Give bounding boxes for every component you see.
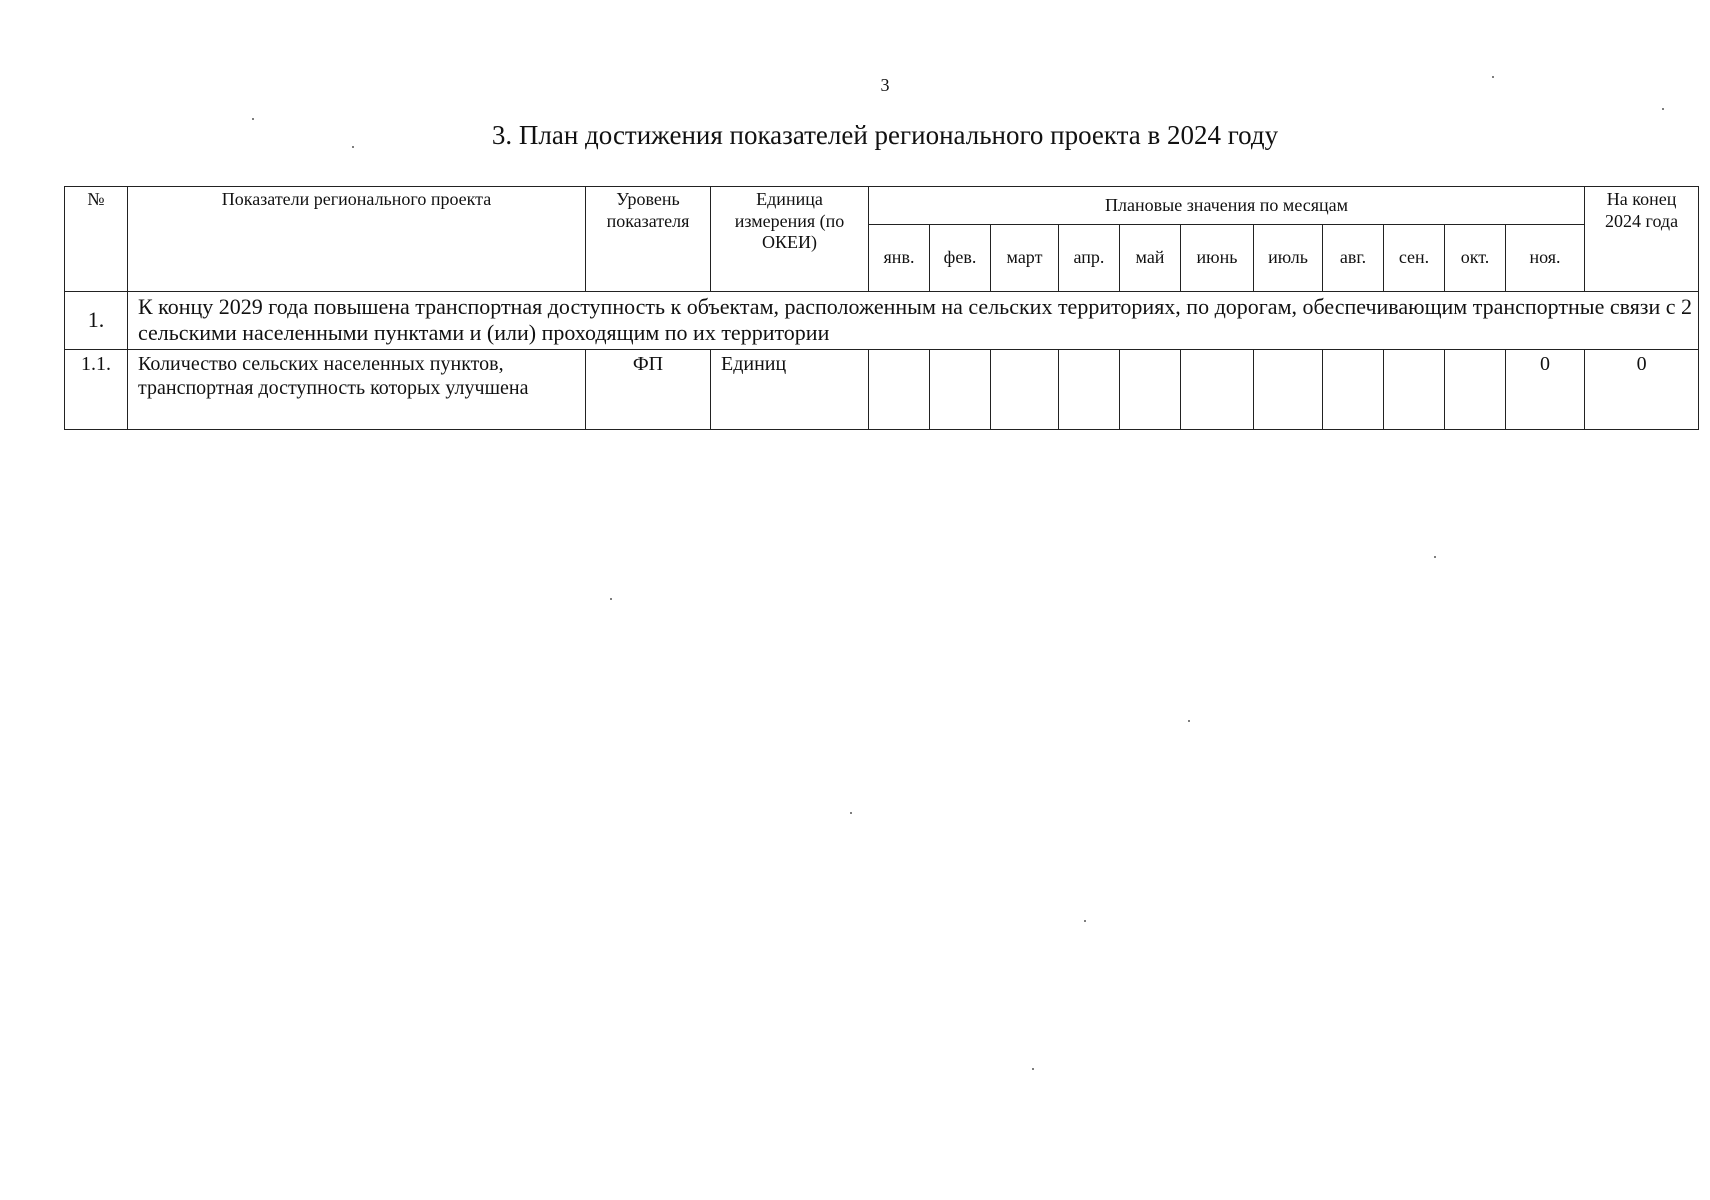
header-num: № [65,187,128,292]
indicator-number: 1.1. [65,349,128,429]
month-value [869,349,930,429]
month-header: янв. [869,225,930,292]
month-header: май [1120,225,1181,292]
scan-speck [352,146,354,148]
month-value [1181,349,1254,429]
month-value [930,349,991,429]
scan-speck [1662,108,1664,110]
month-value [1384,349,1445,429]
month-value [1254,349,1323,429]
month-value [1120,349,1181,429]
header-monthly: Плановые значения по месяцам [869,187,1585,225]
scan-speck [252,118,254,120]
indicators-table [64,186,1699,430]
goal-row [65,292,1699,350]
month-header: ноя. [1506,225,1585,292]
month-header: сен. [1384,225,1445,292]
header-unit: Единица измерения (по ОКЕИ) [711,187,869,292]
scan-speck [1434,556,1436,558]
section-title: 3. План достижения показателей регионального проекта в 2024 году [491,120,1279,150]
indicator-unit: Единиц [711,349,869,429]
month-value [1059,349,1120,429]
goal-number: 1. [65,292,128,350]
indicator-name: Количество сельских населенных пунктов, транспортная доступность которых улучшена [128,349,586,429]
page-number: 3 [880,75,890,95]
month-header: авг. [1323,225,1384,292]
month-value: 0 [1506,349,1585,429]
year-end-value: 0 [1585,349,1699,429]
month-value [991,349,1059,429]
scan-speck [610,598,612,600]
month-header: окт. [1445,225,1506,292]
scan-speck [1084,920,1086,922]
month-header: июнь [1181,225,1254,292]
header-year-end: На конец 2024 года [1585,187,1699,292]
scan-speck [1188,720,1190,722]
month-value [1323,349,1384,429]
header-level: Уровень показателя [586,187,711,292]
indicator-level: ФП [586,349,711,429]
scan-speck [850,812,852,814]
month-header: июль [1254,225,1323,292]
month-header: фев. [930,225,991,292]
month-header: март [991,225,1059,292]
scan-speck [1492,76,1494,78]
table-row [65,349,1699,429]
scan-speck [1032,1068,1034,1070]
header-indicator: Показатели регионального проекта [128,187,586,292]
month-header: апр. [1059,225,1120,292]
month-value [1445,349,1506,429]
goal-text: К концу 2029 года повышена транспортная доступность к объектам, расположенным на сельских территориях, по дорогам, обеспечивающим транспортные связи с 2 сельскими населенными пунктами и (или) проходящим по их территории [128,292,1699,350]
header-row [65,187,1699,225]
